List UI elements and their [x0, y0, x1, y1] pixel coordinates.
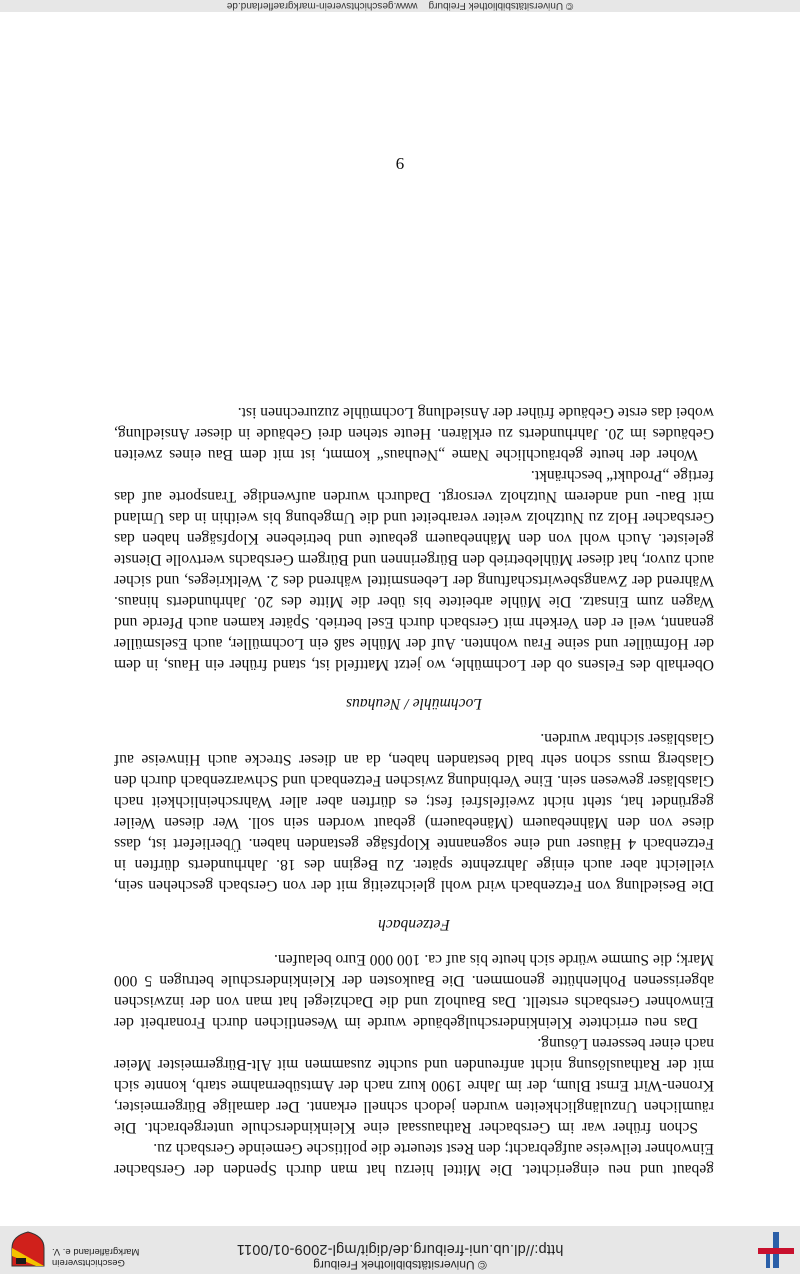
footer-text [0, 0, 800, 11]
section-heading-fetzenbach: Fetzenbach [378, 916, 450, 933]
document-url[interactable]: http://dl.ub.uni-freiburg.de/digit/mgl-2009-01/0011 [236, 1241, 564, 1257]
society-name: Geschichtsverein Markgräflerland e. V. [52, 1246, 140, 1268]
page-number: 9 [395, 154, 405, 173]
paragraph: gebaut und neu eingerichtet. Die Mittel hierzu hat man durch Spenden der Gersbacher Einwohner teilweise aufgebracht; den Rest steuerte die politische Gemeinde Gersbach zu. [114, 1140, 714, 1178]
paragraph: Schon früher war im Gersbacher Rathaussaal eine Kleinkinderschule untergebracht. Die räumlichen Unzulänglichkeiten wurden jedoch schnell erkannt. Der damalige Bürgermeister, Kronen-Wirt Ernst Blum, der im Jahre 1900 kurz nach der Amtsübernahme starb, konnte sich mit der Rathauslösung nicht anfreunden und suchte zusammen mit Alt-Bürgermeister Meier nach einer besseren Lösung. [114, 1035, 714, 1136]
section-heading-lochmuehle: Lochmühle / Neuhaus [346, 695, 483, 712]
paragraph: Woher der heute gebräuchliche Name „Neuhaus“ kommt, ist mit dem Bau eines zweiten Gebäudes im 20. Jahrhunderts zu erklären. Heute stehen drei Gebäude in dieser Ansiedlung, wobei das erste Gebäude früher der Ansiedlung Lochmühle zuzurechnen ist. [114, 404, 714, 463]
footer-society-url[interactable]: www.geschichtsverein-markgraeflerland.de [226, 0, 418, 11]
society-crest-icon [8, 1230, 48, 1270]
footer-copyright: © Universitätsbibliothek Freiburg [428, 0, 574, 11]
paragraph: Die Besiedlung von Fetzenbach wird wohl gleichzeitig mit der von Gersbach geschehen sein, vielleicht aber auch einige Jahrzehnte später. Zu Beginn des 18. Jahrhunderts dürften in Fetzenbach 4 Häuser und eine sogenannte Klopfsäge gestanden haben. Überliefert ist, dass diese von den Mähnebauern (Mänebauern) gebaut worden sein soll. Wer diesen Weiler gegründet hat, steht nicht zweifelsfrei fest; es dürften aber aller Wahrscheinlichkeit nach Glasbläser gewesen sein. Eine Verbindung zwischen Fetzenbach und Schwarzenbach durch den Glasberg muss schon sehr bald bestanden haben, da an dieser Strecke auch Hinweise auf Glasbläser sichtbar wurden. [114, 730, 714, 894]
header-bar [0, 1226, 800, 1274]
paragraph: Oberhalb des Felsens ob der Lochmühle, wo jetzt Mattfeld ist, stand früher ein Haus, in dem der Hofmüller und seine Frau wohnten. Auf der Mühle saß ein Lochmüller, auch Eselsmüller genannt, weil er den Verkehr mit Gersbach durch Esel betrieb. Später kamen auch Pferde und Wagen zum Einsatz. Die Mühle arbeitete bis über die Mitte des 20. Jahrhunderts hinaus. Während der Zwangsbewirtschaftung der Lebensmittel während des 2. Weltkrieges, und sicher auch zuvor, hat dieser Mühlebetrieb den Bürgerinnen und Bürgern Gersbachs wertvolle Dienste geleistet. Auch wohl von den Mähnebauern gebaute und betriebene Klopfsägen haben das Gersbacher Holz zu Nutzholz weiter verarbeitet und die Umgebung bis weithin in das Umland mit Bau- und anderem Nutzholz versorgt. Dadurch wurden aufwendige Transporte auf das fertige „Produkt“ beschränkt. [114, 467, 714, 673]
body-text [114, 402, 714, 1180]
copyright-line: © Universitätsbibliothek Freiburg [313, 1258, 487, 1272]
paragraph: Das neu errichtete Kleinkinderschulgebäude wurde im Wesentlichen durch Fronarbeit der Einwohner Gersbachs erstellt. Das Bauholz und die Dachziegel hat man von der inzwischen abgerissenen Pohlenhütte genommen. Die Baukosten der Kleinkinderschule betrugen 5 000 Mark; die Summe würde sich heute bis auf ca. 100 000 Euro belaufen. [114, 951, 714, 1031]
